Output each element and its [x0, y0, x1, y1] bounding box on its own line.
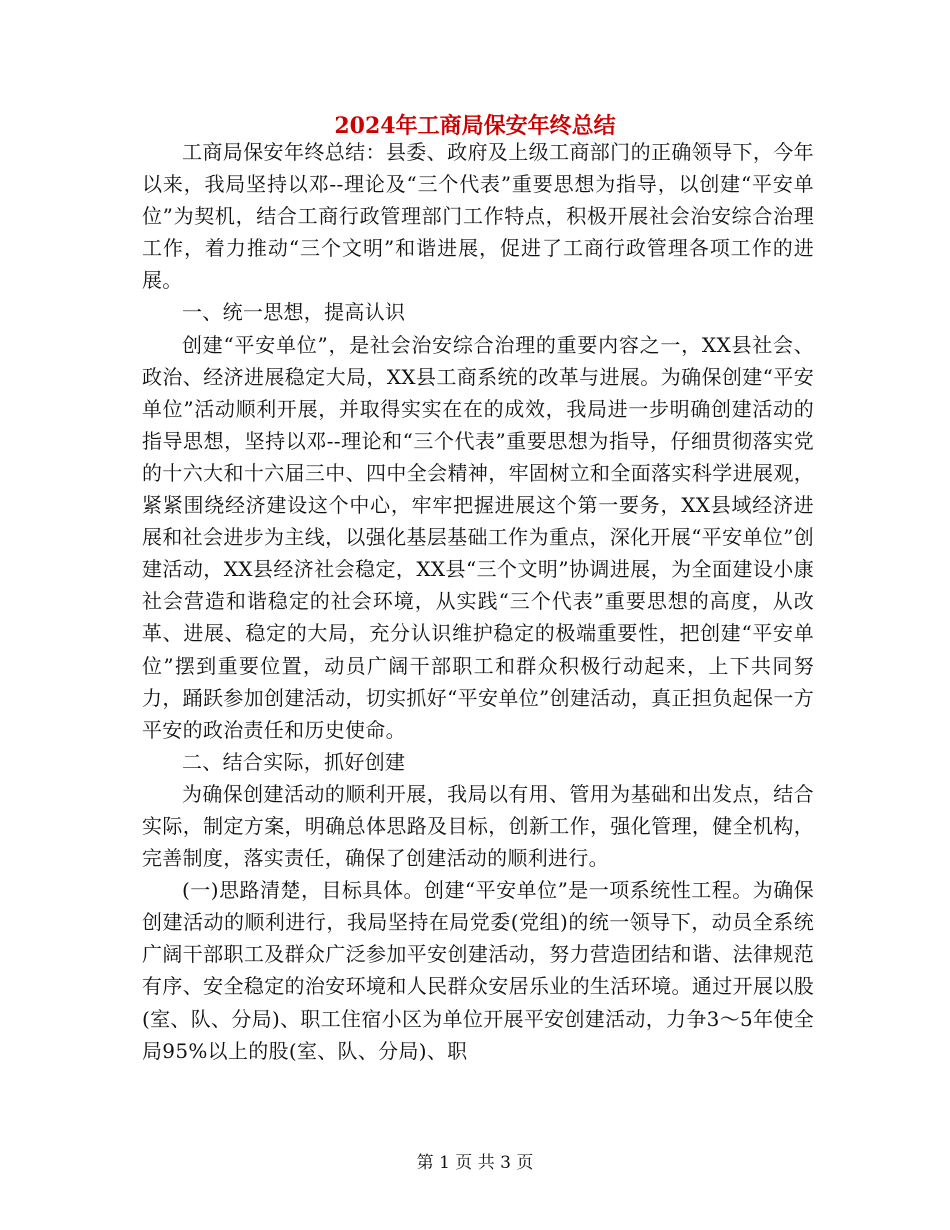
section-2-paragraph: 为确保创建活动的顺利开展，我局以有用、管用为基础和出发点，结合实际，制定方案，明确总体思路及目标，创新工作，强化管理，健全机构，完善制度，落实责任，确保了创建活动的顺利进行。: [142, 781, 814, 871]
section-heading-1: 一、统一思想，提高认识: [182, 300, 406, 325]
section-1-paragraph: 创建“平安单位”，是社会治安综合治理的重要内容之一，XX县社会、政治、经济进展稳定大局，XX县工商系统的改革与进展。为确保创建“平安单位”活动顺利开展，并取得实实在在的成效，我局进一步明确创建活动的指导思想，坚持以邓--理论和“三个代表”重要思想为指导，仔细贯彻落实党的十六大和十六届三中、四中全会精神，牢固树立和全面落实科学进展观，紧紧围绕经济建设这个中心，牢牢把握进展这个第一要务，XX县域经济进展和社会进步为主线，以强化基层基础工作为重点，深化开展“平安单位”创建活动，XX县经济社会稳定，XX县“三个文明”协调进展，为全面建设小康社会营造和谐稳定的社会环境，从实践“三个代表”重要思想的高度，从改革、进展、稳定的大局，充分认识维护稳定的极端重要性，把创建“平安单位”摆到重要位置，动员广阔干部职工和群众积极行动起来，上下共同努力，踊跃参加创建活动，切实抓好“平安单位”创建活动，真正担负起保一方平安的政治责任和历史使命。: [142, 332, 814, 742]
document-title: 2024年工商局保安年终总结: [334, 113, 616, 139]
intro-paragraph: 工商局保安年终总结：县委、政府及上级工商部门的正确领导下，今年以来，我局坚持以邓--理论及“三个代表”重要思想为指导，以创建“平安单位”为契机，结合工商行政管理部门工作特点，积极开展社会治安综合治理工作，着力推动“三个文明”和谐进展，促进了工商行政管理各项工作的进展。: [142, 140, 814, 293]
subsection-1-paragraph: (一)思路清楚，目标具体。创建“平安单位”是一项系统性工程。为确保创建活动的顺利进行，我局坚持在局党委(党组)的统一领导下，动员全系统广阔干部职工及群众广泛参加平安创建活动，努力营造团结和谐、法律规范有序、安全稳定的治安环境和人民群众安居乐业的生活环境。通过开展以股(室、队、分局)、职工住宿小区为单位开展平安创建活动，力争3～5年使全局95%以上的股(室、队、分局)、职: [142, 878, 814, 1063]
section-heading-2: 二、结合实际，抓好创建: [182, 749, 406, 774]
page-footer: 第 1 页 共 3 页: [416, 1153, 534, 1173]
document-body: [142, 136, 814, 1067]
